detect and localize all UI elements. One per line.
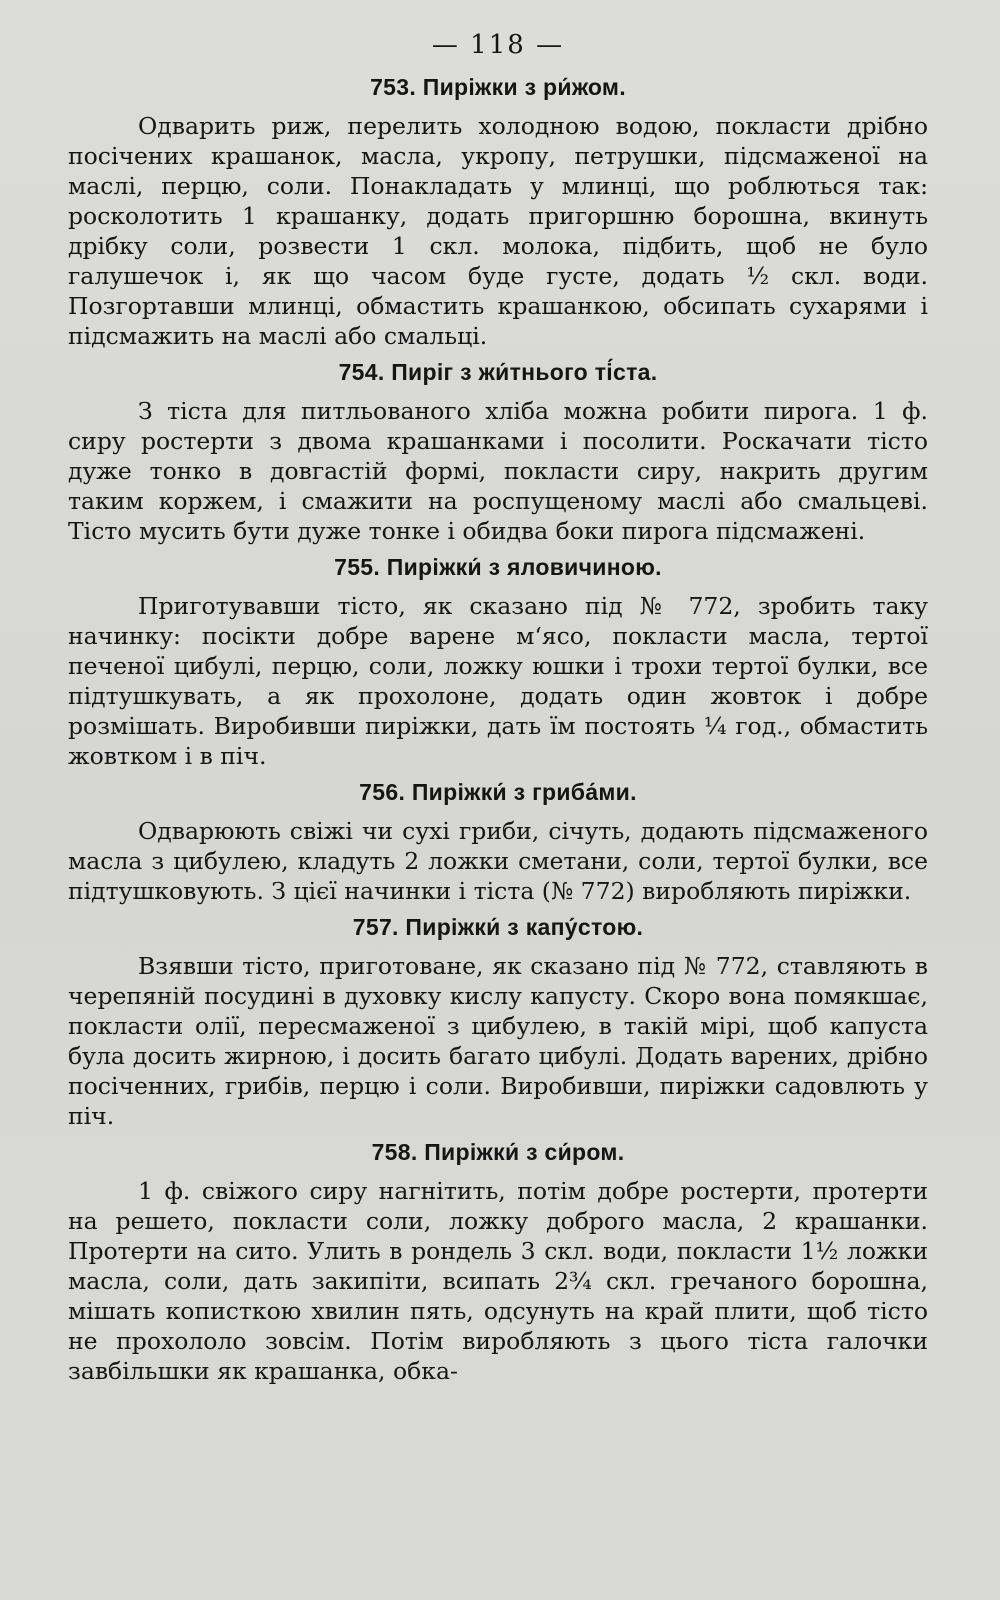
recipe-text: Взявши тісто, приготоване, як сказано під № 772, ставляють в черепяній посудині в духовку кислу капусту. Скоро вона помякшає, покласти олії, пересмаженої з цибулею, в такій мірі, щоб капуста була досить жирною, і досить багато цибулі. Додать варених, дрібно посіченних, грибів, перцю і соли. Виробивши, пиріжки садовлють у піч. (68, 952, 928, 1130)
recipe-title: 754. Пиріг з жи́тнього ті́ста. (338, 359, 658, 385)
recipe-755 (68, 554, 928, 771)
recipe-title: 755. Пиріжки́ з яловичиною. (334, 554, 662, 580)
recipe-title: 757. Пиріжки́ з капу́стою. (352, 914, 644, 940)
recipe-754 (68, 359, 928, 546)
recipe-text: Одварюють свіжі чи сухі гриби, січуть, додають підсмаженого масла з цибулею, кладуть 2 ложки сметани, соли, тертої булки, все підтушковують. З цієї начинки і тіста (№ 772) виробляють пиріжки. (68, 817, 928, 905)
recipe-757 (68, 914, 928, 1131)
recipe-title: 753. Пиріжки з ри́жом. (370, 74, 626, 100)
recipe-text: Приготувавши тісто, як сказано під № 772, зробить таку начинку: посікти добре варене м‘ясо, покласти масла, тертої печеної цибулі, перцю, соли, ложку юшки і трохи тертої булки, все підтушкувать, а як прохолоне, додать один жовток і добре розмішать. Виробивши пиріжки, дать їм постоять ¼ год., обмастить жовтком і в піч. (68, 592, 928, 770)
recipe-text: З тіста для питльованого хліба можна робити пирога. 1 ф. сиру ростерти з двома крашанками і посолити. Роскачати тісто дуже тонко в довгастій формі, покласти сиру, накрить другим таким коржем, і смажити на роспущеному маслі або смальцеві. Тісто мусить бути дуже тонке і обидва боки пирога підсмажені. (68, 397, 928, 545)
page-number: — 118 — (431, 30, 565, 60)
recipe-758 (68, 1139, 928, 1386)
recipe-text: Одварить риж, перелить холодною водою, покласти дрібно посічених крашанок, масла, укропу, петрушки, підсмаженої на маслі, перцю, соли. Понакладать у млинці, що роблються так: росколотить 1 крашанку, додать пригоршню борошна, вкинуть дрібку соли, розвести 1 скл. молока, підбить, щоб не було галушечок і, як що часом буде густе, додать ½ скл. води. Позгортавши млинці, обмастить крашанкою, обсипать сухарями і підсмажить на маслі або смальці. (68, 112, 928, 350)
recipe-title: 756. Пиріжки́ з гриба́ми. (359, 779, 637, 805)
recipe-title: 758. Пиріжки́ з си́ром. (371, 1139, 625, 1165)
recipe-756 (68, 779, 928, 906)
recipe-753 (68, 74, 928, 351)
recipe-text: 1 ф. свіжого сиру нагнітить, потім добре ростерти, протерти на решето, покласти соли, ложку доброго масла, 2 крашанки. Протерти на сито. Улить в рондель 3 скл. води, покласти 1½ ложки масла, соли, дать закипіти, всипать 2¾ скл. гречаного борошна, мішать кописткою хвилин пять, одсунуть на край плити, щоб тісто не прохололо зовсім. Потім виробляють з цього тіста галочки завбільшки як крашанка, обка- (68, 1177, 928, 1385)
